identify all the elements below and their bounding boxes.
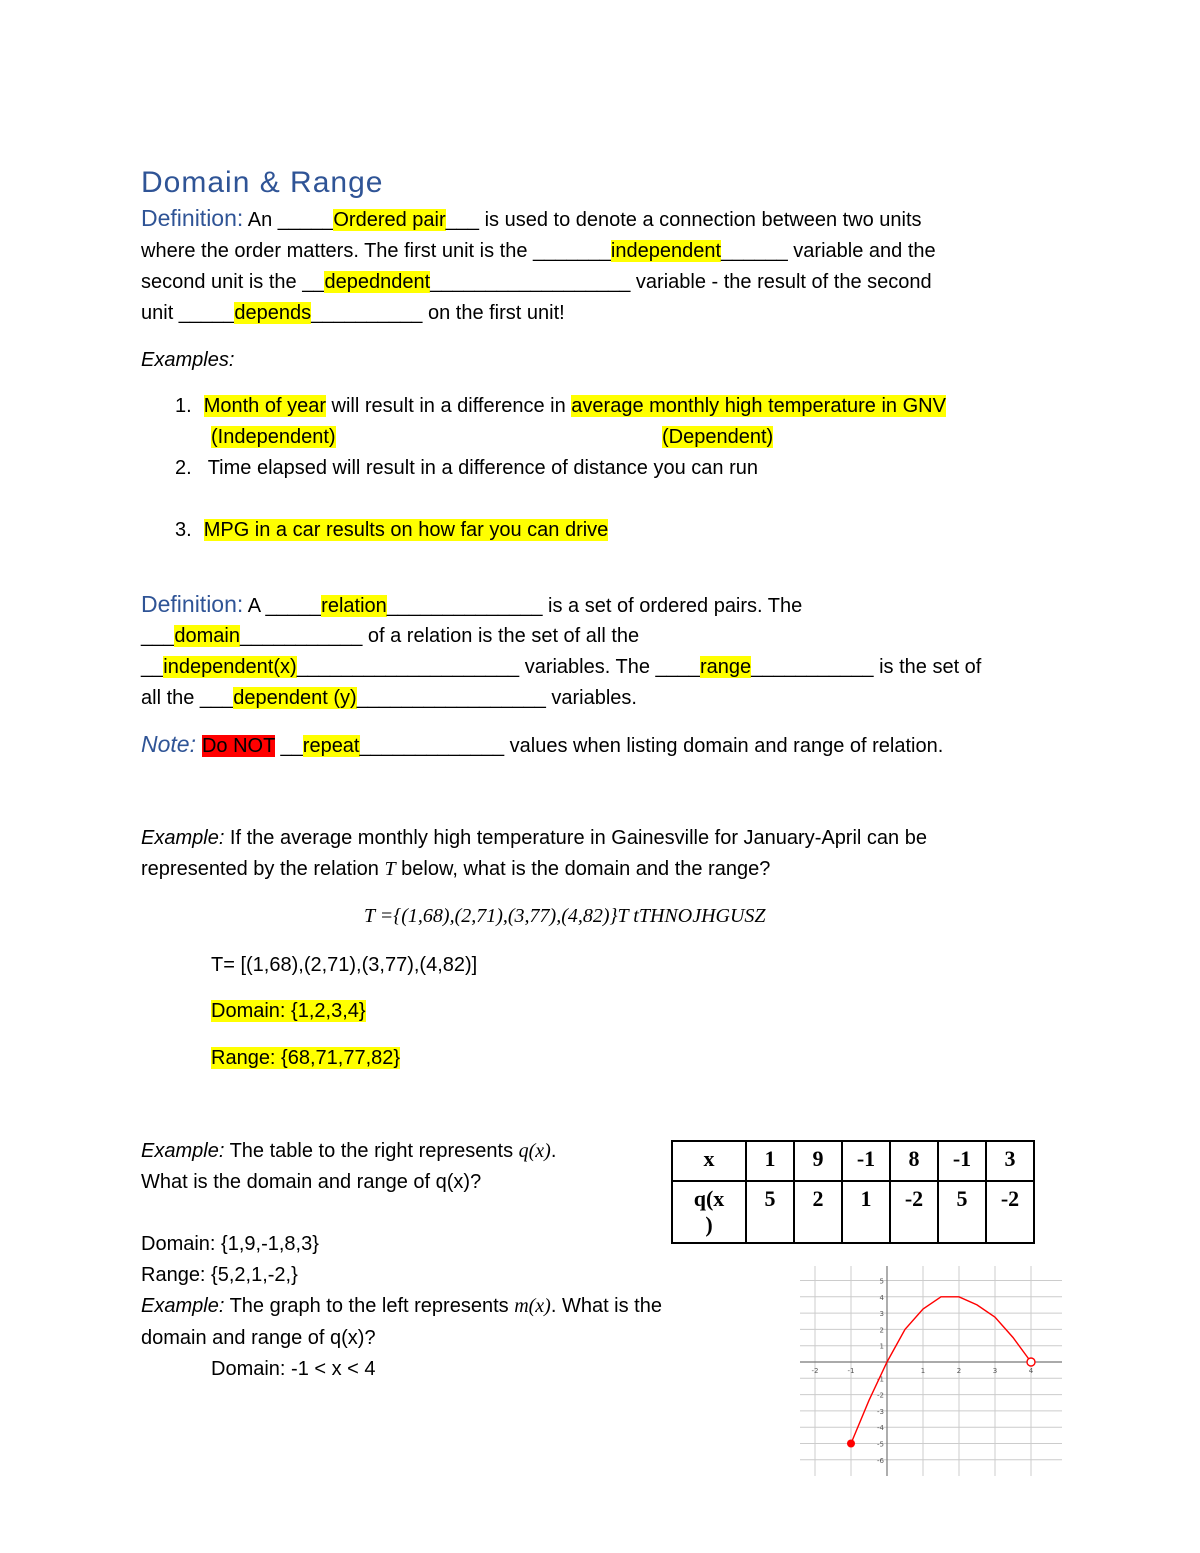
table-cell: 2 — [794, 1181, 842, 1243]
definition-1-line-1: Definition: An _____Ordered pair___ is used to denote a connection between two units — [141, 205, 922, 231]
answer-repeat: repeat — [302, 735, 360, 757]
definition-2-line-3: __independent(x)____________________ variables. The ____range___________ is the set of — [141, 656, 982, 678]
q-range: Range: {5,2,1,-2,} — [141, 1264, 298, 1286]
y-tick-label: 2 — [879, 1326, 884, 1335]
examples-label: Examples: — [141, 349, 235, 371]
example-1: 1. Month of year will result in a difference in average monthly high temperature in GNV — [175, 395, 946, 417]
answer-ordered-pair: Ordered pair — [333, 209, 446, 231]
curve-m — [851, 1297, 1031, 1444]
x-tick-label: 4 — [1028, 1367, 1034, 1375]
definition-2-line-2: ___domain___________ of a relation is the set of all the — [141, 625, 640, 647]
range-answer: Range: {68,71,77,82} — [211, 1047, 401, 1069]
definition-label: Definition: — [141, 591, 244, 617]
answer-range: range — [700, 656, 752, 678]
table-cell: 1 — [842, 1181, 890, 1243]
table-header-x: x — [672, 1141, 746, 1181]
table-cell: -1 — [938, 1141, 986, 1181]
definition-1-line-3: second unit is the __depedndent__________________ variable - the result of the second — [141, 271, 932, 293]
example-q-line-2: What is the domain and range of q(x)? — [141, 1171, 482, 1193]
open-endpoint — [1027, 1358, 1035, 1366]
note-label: Note: — [141, 731, 196, 757]
example-1-dependent: (Dependent) — [662, 426, 774, 448]
example-t-line-2: represented by the relation T below, what is the domain and the range? — [141, 858, 771, 880]
relation-formula: T ={(1,68),(2,71),(3,77),(4,82)}T tTHNOJHGUSZ — [364, 905, 766, 927]
table-cell: 8 — [890, 1141, 938, 1181]
q-domain: Domain: {1,9,-1,8,3} — [141, 1233, 319, 1255]
y-tick-label: -4 — [877, 1424, 884, 1433]
table-header-q: q(x ) — [672, 1181, 746, 1243]
table-cell: 3 — [986, 1141, 1034, 1181]
table-cell: -2 — [890, 1181, 938, 1243]
y-tick-label: -3 — [877, 1407, 884, 1416]
table-cell: 1 — [746, 1141, 794, 1181]
answer-dependent-y: dependent (y) — [233, 687, 357, 709]
m-graph — [800, 1266, 1062, 1476]
example-3: 3. MPG in a car results on how far you can drive — [175, 519, 609, 541]
definition-label: Definition: — [141, 205, 244, 231]
table-cell: 5 — [938, 1181, 986, 1243]
x-tick-label: 1 — [920, 1367, 926, 1375]
x-tick-label: 2 — [956, 1367, 962, 1375]
table-cell: 5 — [746, 1181, 794, 1243]
y-tick-label: 4 — [879, 1293, 884, 1302]
example-m-line-1: Example: The graph to the left represents m(x). What is the — [141, 1295, 662, 1317]
closed-endpoint — [847, 1440, 855, 1448]
table-cell: -2 — [986, 1181, 1034, 1243]
page-title: Domain & Range — [141, 166, 384, 199]
domain-answer: Domain: {1,2,3,4} — [211, 1000, 366, 1022]
answer-dependent: depedndent — [324, 271, 431, 293]
y-tick-label: -6 — [877, 1456, 884, 1465]
answer-independent: independent — [610, 240, 721, 262]
y-tick-label: -2 — [877, 1391, 884, 1400]
definition-1-line-2: where the order matters. The first unit is the _______independent______ variable and the — [141, 240, 936, 262]
note-line: Note: Do NOT __repeat_____________ values when listing domain and range of relation. — [141, 731, 944, 757]
y-tick-label: 3 — [879, 1310, 884, 1319]
example-t-line-1: Example: If the average monthly high temperature in Gainesville for January-April can be — [141, 827, 927, 849]
definition-1-line-4: unit _____depends__________ on the first unit! — [141, 302, 565, 324]
definition-2-line-4: all the ___dependent (y)_________________ variables. — [141, 687, 637, 709]
table-cell: -1 — [842, 1141, 890, 1181]
table-row-x — [672, 1141, 1034, 1181]
m-domain: Domain: -1 < x < 4 — [211, 1358, 376, 1380]
y-tick-label: 1 — [879, 1342, 884, 1351]
q-table — [671, 1140, 1035, 1244]
answer-relation: relation — [321, 595, 387, 617]
y-tick-label: -5 — [877, 1440, 884, 1449]
answer-domain: domain — [174, 625, 240, 647]
y-tick-label: 5 — [879, 1277, 884, 1286]
x-tick-label: -1 — [847, 1367, 855, 1375]
example-2: 2. Time elapsed will result in a difference of distance you can run — [175, 457, 758, 479]
table-row-q — [672, 1181, 1034, 1243]
x-tick-label: 3 — [992, 1367, 998, 1375]
example-m-line-2: domain and range of q(x)? — [141, 1327, 376, 1349]
table-cell: 9 — [794, 1141, 842, 1181]
example-q-line-1: Example: The table to the right represents q(x). — [141, 1140, 557, 1162]
warning-badge: Do NOT — [201, 735, 275, 757]
definition-2-line-1: Definition: A _____relation______________ is a set of ordered pairs. The — [141, 591, 803, 617]
example-1-independent: (Independent) — [211, 426, 336, 448]
answer-depends: depends — [234, 302, 312, 324]
y-tick-label: -1 — [877, 1375, 884, 1384]
answer-independent-x: independent(x) — [163, 656, 297, 678]
relation-t: T= [(1,68),(2,71),(3,77),(4,82)] — [211, 954, 478, 976]
x-tick-label: -2 — [811, 1367, 819, 1375]
